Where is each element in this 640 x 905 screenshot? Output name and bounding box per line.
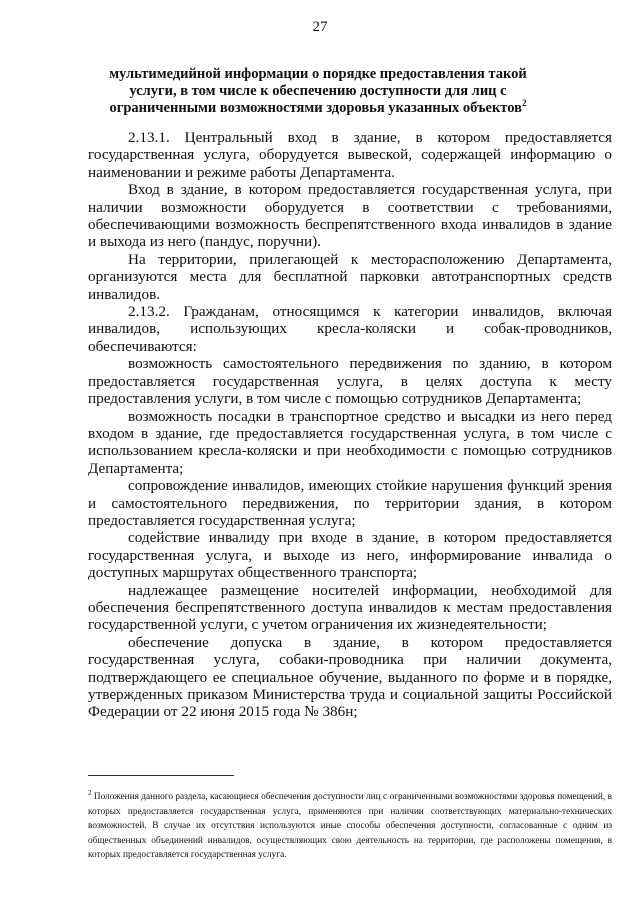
- footnote-marker: 2: [88, 789, 92, 797]
- paragraph: содействие инвалиду при входе в здание, в котором предоставляется государственная услуга, и выходе из него, информирование инвалида о доступных маршрутах общественного транспорта;: [88, 529, 612, 582]
- footnote-reference: 2: [521, 98, 527, 109]
- paragraph: Вход в здание, в котором предоставляется государственная услуга, при наличии возможности оборудуется в соответствии с требованиями, обеспечивающими возможность беспрепятственного входа инвалидов в здание и выхода из него (пандус, поручни).: [88, 181, 612, 251]
- paragraph: 2.13.2. Гражданам, относящимся к категории инвалидов, включая инвалидов, использующих кресла-коляски и собак-проводников, обеспечиваются:: [88, 303, 612, 355]
- paragraph: возможность посадки в транспортное средство и высадки из него перед входом в здание, где предоставляется государственная услуга, в том числе с использованием кресла-коляски и при необходимости с помощью сотрудников Департамента;: [88, 407, 612, 477]
- footnote-text: Положения данного раздела, касающиеся обеспечения доступности лиц с ограниченными возможностями здоровья помещений, в которых предоставляется государственная услуга, применяются при наличии соответствующих материально-технических возможностей. В случае их отсутствия используются иные способы обеспечения доступности, согласованные с одним из общественных объединений инвалидов, осуществляющих свою деятельность на территории, где расположены помещения, в которых предоставляется государственная услуга.: [88, 792, 612, 861]
- page-number: 27: [312, 19, 328, 35]
- footnote-divider: [88, 775, 234, 776]
- section-heading-text: мультимедийной информации о порядке предоставления такой услуги, в том числе к обеспечению доступности для лиц с ограниченными возможностями здоровья указанных объектов: [109, 66, 527, 116]
- paragraph: 2.13.1. Центральный вход в здание, в котором предоставляется государственная услуга, оборудуется вывеской, содержащей информацию о наименовании и режиме работы Департамента.: [88, 129, 612, 181]
- paragraph: На территории, прилегающей к месторасположению Департамента, организуются места для бесплатной парковки автотранспортных средств инвалидов.: [88, 250, 612, 303]
- footnote: [88, 786, 612, 863]
- paragraph: возможность самостоятельного передвижения по зданию, в котором предоставляется государственная услуга, в целях доступа к месту предоставления услуги, в том числе с помощью сотрудников Департамента;: [88, 355, 612, 408]
- paragraph: обеспечение допуска в здание, в котором предоставляется государственная услуга, собаки-проводника при наличии документа, подтверждающего ее специальное обучение, выданного по форме и в порядке, утвержденных приказом Министерства труда и социальной защиты Российской Федерации от 22 июня 2015 года № 386н;: [88, 633, 612, 721]
- body-text: [88, 129, 612, 721]
- paragraph: надлежащее размещение носителей информации, необходимой для обеспечения беспрепятственного доступа инвалидов к местам предоставления государственной услуги, с учетом ограничения их жизнедеятельности;: [88, 581, 612, 634]
- paragraph: сопровождение инвалидов, имеющих стойкие нарушения функций зрения и самостоятельного передвижения, по территории здания, в котором предоставляется государственная услуга;: [88, 477, 612, 529]
- section-heading: [88, 66, 548, 117]
